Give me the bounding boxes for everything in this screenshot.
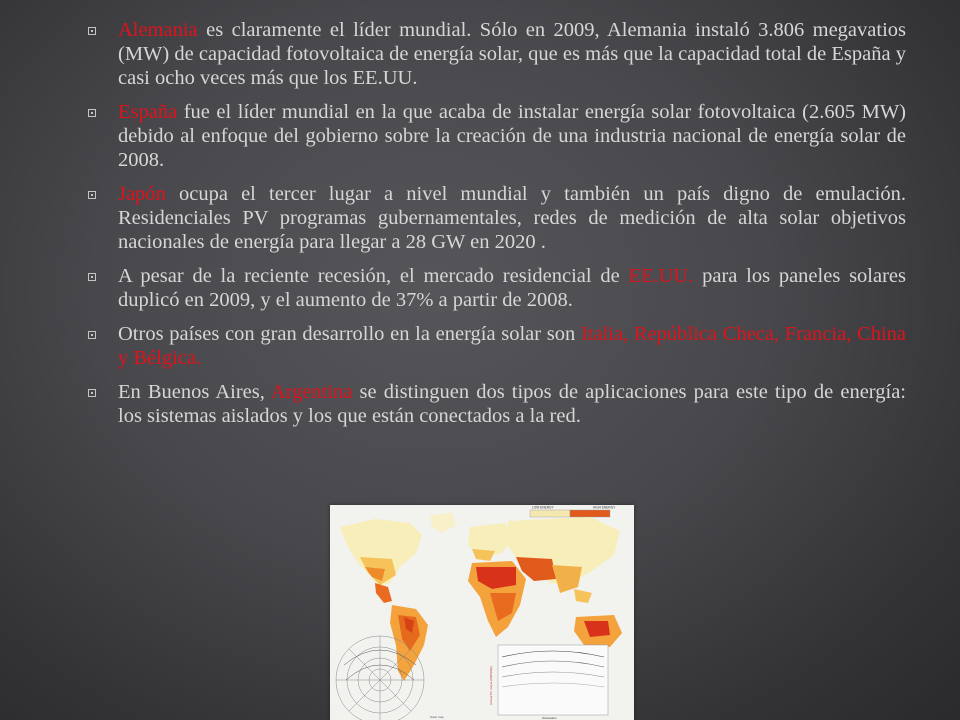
bullet-usa <box>88 264 906 312</box>
bullet-text: En Buenos Aires, <box>118 381 271 403</box>
bullet-text: se distinguen dos tipos de aplicaciones para este tipo de energía: los sistemas aislados y los que están conectados a la red. <box>118 381 906 427</box>
highlight-germany: Alemania <box>118 19 198 41</box>
square-bullet-icon <box>88 273 96 281</box>
bullet-list <box>88 18 906 438</box>
chart-xlabel: Orientation <box>542 716 557 720</box>
highlight-spain: España <box>118 101 178 123</box>
bullet-text: es claramente el líder mundial. Sólo en 2009, Alemania instaló 3.806 megavatios (MW) de capacidad fotovoltaica de energía solar, que es más que la capacidad total de España y casi ocho veces más que los EE.UU. <box>118 19 906 89</box>
highlight-usa: EE.UU. <box>628 265 694 287</box>
bullet-japan <box>88 182 906 254</box>
bullet-text: ocupa el tercer lugar a nivel mundial y también un país digno de emulación. Residenciales PV programas gubernamentales, redes de medición de alta solar objetivos nacionales de energía para llegar a 28 GW en 2020 . <box>118 183 906 253</box>
square-bullet-icon <box>88 191 96 199</box>
highlight-argentina: Argentina <box>270 381 353 403</box>
chart-ylabel: Annual PV output (kWh/kWp) <box>489 665 493 705</box>
image-footer: Solar map <box>430 715 444 719</box>
square-bullet-icon <box>88 331 96 339</box>
square-bullet-icon <box>88 27 96 35</box>
bullet-other-countries <box>88 322 906 370</box>
highlight-japan: Japón <box>118 183 166 205</box>
pv-output-chart <box>489 645 608 720</box>
bullet-germany <box>88 18 906 90</box>
bullet-text: fue el líder mundial en la que acaba de instalar energía solar fotovoltaica (2.605 MW) debido al enfoque del gobierno sobre la creación de una industria nacional de energía solar de 2008. <box>118 101 906 171</box>
bullet-spain <box>88 100 906 172</box>
square-bullet-icon <box>88 109 96 117</box>
bullet-argentina <box>88 380 906 428</box>
bullet-text: para los paneles solares duplicó en 2009, y el aumento de 37% a partir de 2008. <box>118 265 906 311</box>
legend-high-label: HIGH ENERGY <box>593 505 616 510</box>
legend-low-label: LOW ENERGY <box>532 505 554 510</box>
solar-map-image <box>330 505 634 720</box>
bullet-text: A pesar de la reciente recesión, el mercado residencial de <box>118 265 629 287</box>
solar-world-map <box>330 505 634 720</box>
square-bullet-icon <box>88 389 96 397</box>
bullet-text: Otros países con gran desarrollo en la energía solar son <box>118 323 581 345</box>
highlight-other-countries: Italia, República Checa, Francia, China y Bélgica. <box>118 323 906 369</box>
